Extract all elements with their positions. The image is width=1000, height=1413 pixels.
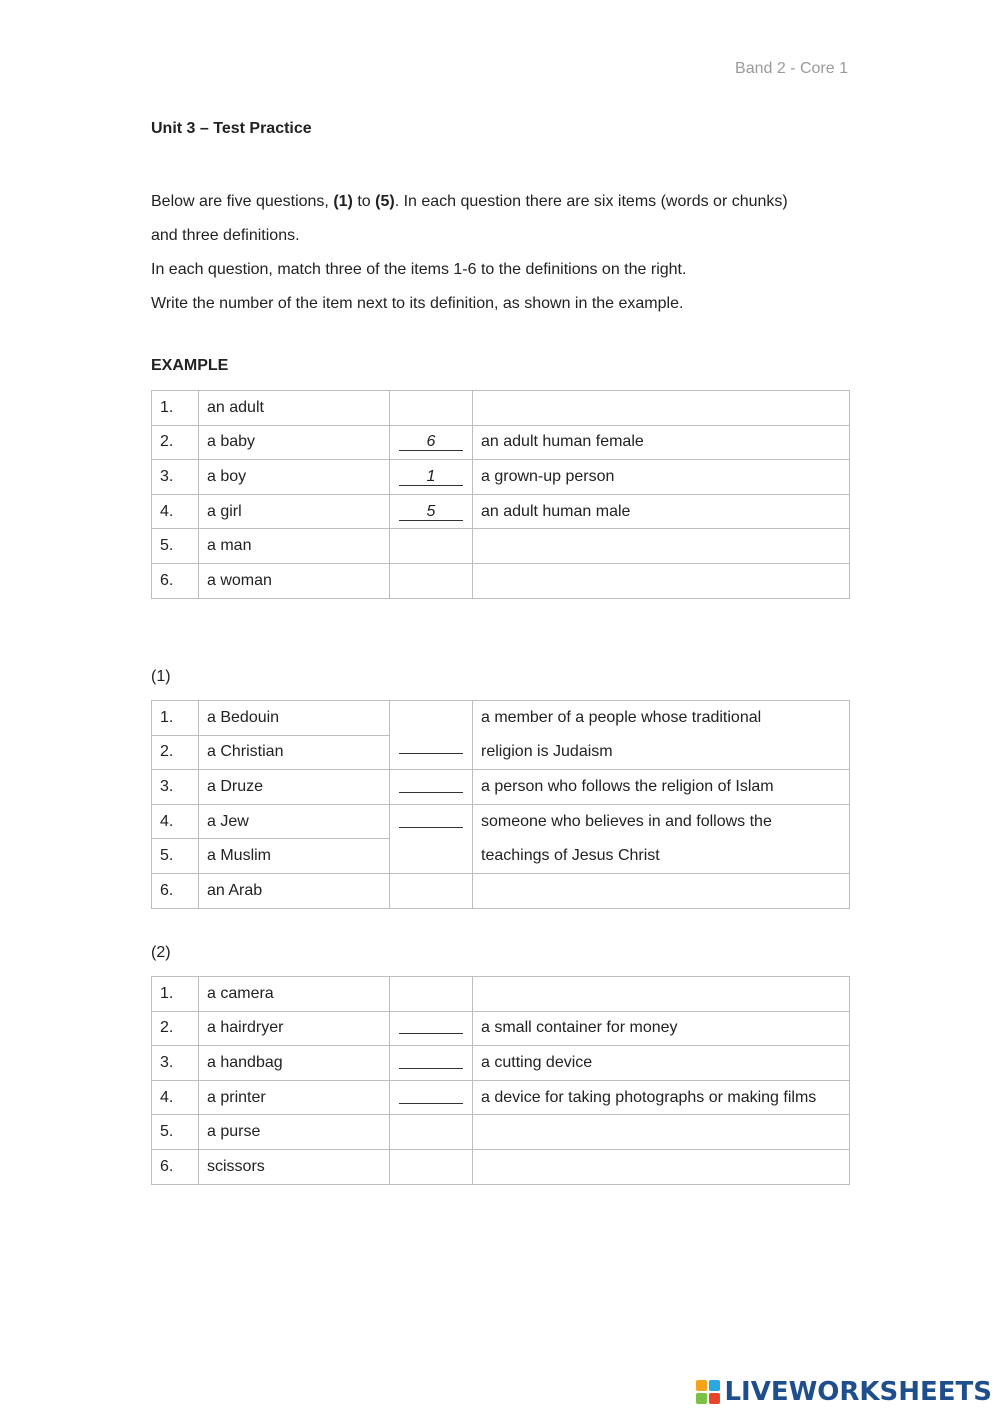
table-row: 6. an Arab (152, 873, 850, 908)
table-row: 2. a baby 6 an adult human female (152, 425, 850, 460)
question-1-label: (1) (151, 668, 171, 685)
table-row: 1. a camera (152, 977, 850, 1012)
band-label: Band 2 - Core 1 (735, 60, 848, 77)
logo-square-2 (709, 1380, 720, 1391)
answer-input[interactable] (399, 1087, 463, 1104)
logo-square-4 (709, 1393, 720, 1404)
logo-square-3 (696, 1393, 707, 1404)
answer-input[interactable] (399, 811, 463, 828)
question-2-table (151, 976, 850, 1185)
logo-square-1 (696, 1380, 707, 1391)
liveworksheets-icon (696, 1380, 720, 1404)
answer-value: 1 (399, 469, 463, 486)
table-row: 5. a man (152, 529, 850, 564)
table-row: 4. a Jew someone who believes in and follows the teachings of Jesus Christ (152, 804, 850, 839)
answer-value: 6 (399, 434, 463, 451)
answer-value: 5 (399, 504, 463, 521)
answer-input[interactable] (399, 1017, 463, 1034)
table-row: 4. a printer a device for taking photographs or making films (152, 1080, 850, 1115)
definition: a person who follows the religion of Islam (473, 770, 850, 805)
answer-input[interactable] (399, 737, 463, 754)
question-2-label: (2) (151, 944, 171, 961)
definition: a member of a people whose traditional religion is Judaism (473, 701, 850, 770)
table-row: 3. a handbag a cutting device (152, 1046, 850, 1081)
table-row: 5. a Muslim (152, 839, 850, 874)
table-row: 1. an adult (152, 391, 850, 426)
table-row: 6. scissors (152, 1149, 850, 1184)
example-label: EXAMPLE (151, 357, 229, 374)
definition: a small container for money (473, 1011, 850, 1046)
instruction-line-2: and three definitions. (151, 227, 300, 244)
example-table (151, 390, 850, 599)
instruction-line-1: Below are five questions, (1) to (5). In each question there are six items (words or chunks) (151, 193, 788, 210)
answer-input[interactable] (399, 776, 463, 793)
table-row: 2. a hairdryer a small container for money (152, 1011, 850, 1046)
table-row: 4. a girl 5 an adult human male (152, 494, 850, 529)
definition: someone who believes in and follows the teachings of Jesus Christ (473, 804, 850, 873)
instruction-line-3: In each question, match three of the items 1-6 to the definitions on the right. (151, 261, 687, 278)
page-title: Unit 3 – Test Practice (151, 120, 312, 137)
table-row: 5. a purse (152, 1115, 850, 1150)
instruction-line-4: Write the number of the item next to its definition, as shown in the example. (151, 295, 684, 312)
table-row: 3. a Druze a person who follows the religion of Islam (152, 770, 850, 805)
definition: a cutting device (473, 1046, 850, 1081)
definition: a device for taking photographs or making films (473, 1080, 850, 1115)
liveworksheets-logo[interactable] (696, 1377, 992, 1407)
question-1-table (151, 700, 850, 909)
table-row: 3. a boy 1 a grown-up person (152, 460, 850, 495)
table-row: 1. a Bedouin a member of a people whose traditional religion is Judaism (152, 701, 850, 736)
answer-input[interactable] (399, 1052, 463, 1069)
instructions (151, 185, 851, 321)
brand-name: LIVEWORKSHEETS (724, 1377, 992, 1407)
table-row: 6. a woman (152, 563, 850, 598)
table-row: 2. a Christian (152, 735, 850, 770)
